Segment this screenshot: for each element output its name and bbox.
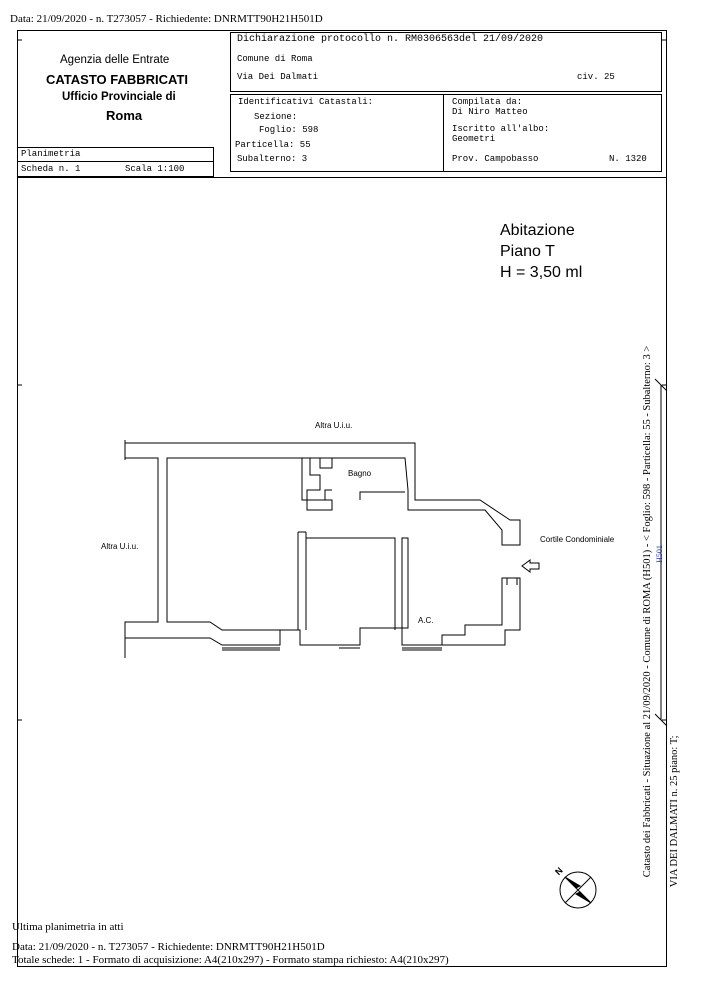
province-field: Prov. Campobasso [452, 154, 539, 164]
header-request-line: Data: 21/09/2020 - n. T273057 - Richiedente: DNRMTT90H21H501D [10, 13, 323, 25]
scale-label: Scala 1:100 [125, 164, 185, 174]
footer-format-line: Totale schede: 1 - Formato di acquisizione: A4(210x297) - Formato stampa richiesto: A4(210x297) [12, 954, 449, 966]
protocol-line: Dichiarazione protocollo n. RM0306563del 21/09/2020 [237, 34, 544, 45]
compiler-name: Di Niro Matteo [452, 107, 528, 117]
label-altra-top: Altra U.i.u. [315, 421, 353, 430]
sheet-title: Planimetria [21, 149, 81, 159]
footer-request-line: Data: 21/09/2020 - n. T273057 - Richiedente: DNRMTT90H21H501D [12, 941, 325, 953]
compiled-label: Compilata da: [452, 97, 523, 107]
civic-number: civ. 25 [577, 72, 615, 82]
particella-field: Particella: 55 [235, 140, 311, 150]
compass-north-label: N [553, 865, 565, 877]
label-altra-left: Altra U.i.u. [101, 542, 139, 551]
side-text-line2: VIA DEI DALMATI n. 25 piano: T; [668, 735, 680, 888]
sezione-field: Sezione: [254, 112, 298, 122]
plan-title-floor: Piano T [500, 243, 555, 260]
plan-title-use: Abitazione [500, 222, 575, 239]
albo-value: Geometri [452, 134, 496, 144]
registration-number: N. 1320 [609, 154, 647, 164]
label-bagno: Bagno [348, 469, 372, 478]
plan-title-height: H = 3,50 ml [500, 264, 583, 281]
subalterno-field: Subalterno: 3 [237, 154, 308, 164]
identifiers-heading: Identificativi Catastali: [238, 97, 374, 107]
scheda-number: Scheda n. 1 [21, 164, 81, 174]
catasto-title: CATASTO FABBRICATI [46, 72, 189, 87]
office-label: Ufficio Provinciale di [62, 91, 176, 103]
agency-name: Agenzia delle Entrate [60, 54, 170, 66]
label-cortile: Cortile Condominiale [540, 535, 615, 544]
foglio-field: Foglio: 598 [259, 125, 319, 135]
via-line: Via Dei Dalmati [237, 72, 319, 82]
side-text-line1: Catasto dei Fabbricati - Situazione al 21/09/2020 - Comune di ROMA (H501) - < Foglio: 598 - Particella: 55 - Subalterno: 3 > [641, 345, 653, 878]
compass-rose [560, 872, 596, 908]
side-stamp: H501 [654, 545, 664, 563]
footer-last-plan: Ultima planimetria in atti [12, 921, 124, 933]
office-city: Roma [106, 108, 143, 123]
label-ac: A.C. [418, 616, 434, 625]
comune-line: Comune di Roma [237, 54, 313, 64]
albo-label: Iscritto all'albo: [452, 124, 550, 134]
